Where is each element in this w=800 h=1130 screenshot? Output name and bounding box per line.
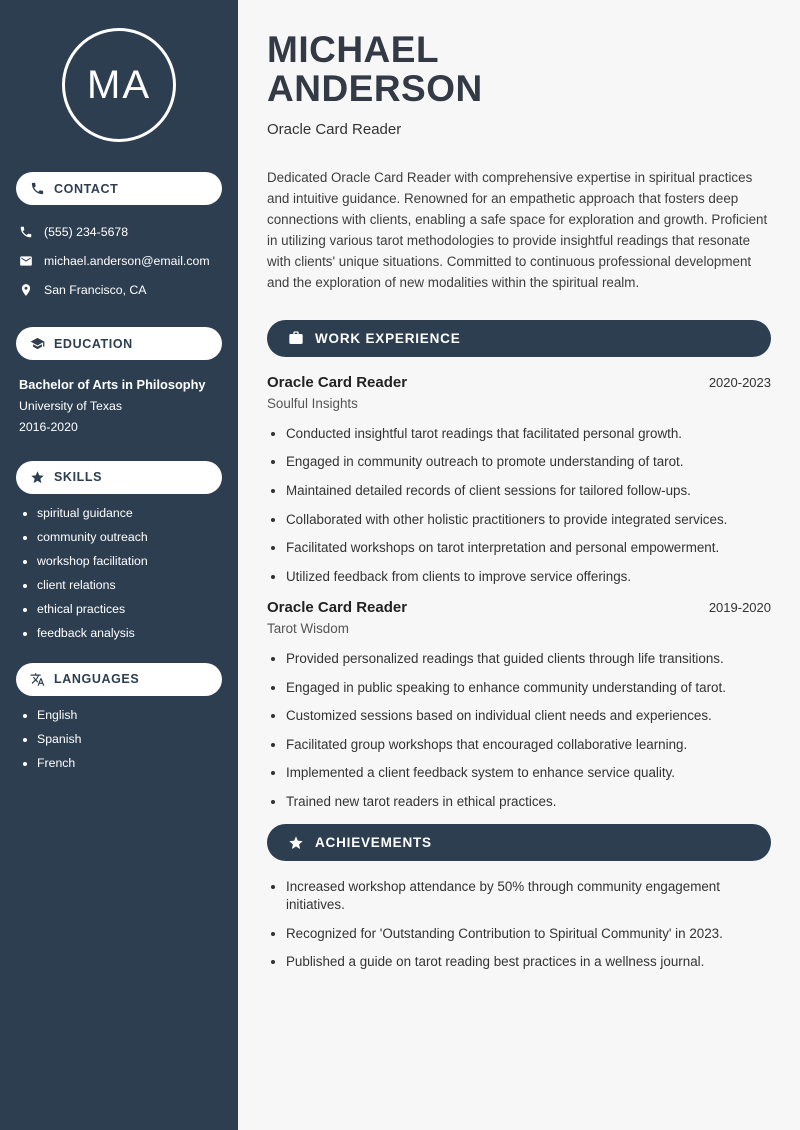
language-item: • Spanish: [37, 732, 222, 746]
star-icon: [30, 470, 45, 485]
languages-list: [16, 708, 222, 770]
job-role: Oracle Card Reader: [267, 598, 408, 616]
education-section-header: [16, 327, 222, 360]
job-header: [267, 374, 771, 391]
job-bullet: • Customized sessions based on individual client needs and experiences.: [286, 707, 771, 725]
job-bullet: • Conducted insightful tarot readings that facilitated personal growth.: [286, 425, 771, 443]
avatar: [62, 28, 176, 142]
skill-item: • client relations: [37, 578, 222, 592]
avatar-initials: MA: [87, 62, 151, 107]
job-bullet: • Engaged in public speaking to enhance community understanding of tarot.: [286, 679, 771, 697]
skill-item: • ethical practices: [37, 602, 222, 616]
phone-icon: [30, 181, 45, 196]
job-bullet: • Collaborated with other holistic practitioners to provide integrated services.: [286, 511, 771, 529]
briefcase-icon: [288, 330, 304, 346]
job-entry: [267, 599, 771, 811]
job-entry: [267, 374, 771, 586]
achievement-item: • Recognized for 'Outstanding Contribution to Spiritual Community' in 2023.: [286, 925, 771, 943]
job-bullet: • Facilitated group workshops that encouraged collaborative learning.: [286, 736, 771, 754]
sidebar: [0, 0, 238, 1130]
contact-section-header: [16, 172, 222, 205]
main-content: [238, 0, 800, 1130]
achievement-item: • Increased workshop attendance by 50% through community engagement initiatives.: [286, 878, 771, 914]
education-degree: Bachelor of Arts in Philosophy: [19, 377, 206, 392]
candidate-name-line2: ANDERSON: [267, 68, 483, 110]
education-school: University of Texas: [19, 398, 122, 413]
contact-section: [16, 172, 222, 304]
job-role: Oracle Card Reader: [267, 373, 408, 391]
skill-item: • workshop facilitation: [37, 554, 222, 568]
job-bullet-list: [267, 650, 771, 811]
location-pin-icon: [19, 283, 33, 297]
translate-icon: [30, 672, 45, 687]
work-experience-title: WORK EXPERIENCE: [315, 330, 461, 346]
achievements-title: ACHIEVEMENTS: [315, 835, 432, 850]
job-header: [267, 599, 771, 616]
achievement-item: • Published a guide on tarot reading best practices in a wellness journal.: [286, 953, 771, 971]
skill-item: • spiritual guidance: [37, 506, 222, 520]
job-company: Tarot Wisdom: [267, 620, 349, 636]
contact-email-row: [16, 246, 222, 275]
skill-item: • feedback analysis: [37, 626, 222, 640]
contact-location-value: San Francisco, CA: [44, 282, 147, 297]
contact-location-row: [16, 275, 222, 304]
job-company: Soulful Insights: [267, 395, 358, 411]
contact-section-title: CONTACT: [54, 181, 119, 196]
star-icon: [288, 835, 304, 851]
graduation-cap-icon: [30, 336, 45, 351]
education-section-title: EDUCATION: [54, 336, 133, 351]
languages-section-title: LANGUAGES: [54, 672, 140, 687]
phone-icon: [19, 225, 33, 239]
education-entry: [16, 372, 222, 438]
job-bullet: • Trained new tarot readers in ethical practices.: [286, 793, 771, 811]
contact-email-value: michael.anderson@email.com: [44, 253, 210, 268]
contact-phone-row: [16, 217, 222, 246]
skills-section-header: [16, 461, 222, 494]
languages-section-header: [16, 663, 222, 696]
job-bullet: • Provided personalized readings that guided clients through life transitions.: [286, 650, 771, 668]
job-bullet: • Engaged in community outreach to promote understanding of tarot.: [286, 453, 771, 471]
contact-phone-value: (555) 234-5678: [44, 224, 129, 239]
work-experience-header: [267, 320, 771, 357]
job-bullet: • Utilized feedback from clients to improve service offerings.: [286, 568, 771, 586]
job-dates: 2020-2023: [708, 374, 771, 390]
achievements-header: [267, 824, 771, 861]
education-years: 2016-2020: [19, 419, 78, 434]
education-section: [16, 327, 222, 438]
language-item: • English: [37, 708, 222, 722]
job-bullet-list: [267, 425, 771, 586]
language-item: • French: [37, 756, 222, 770]
job-bullet: • Facilitated workshops on tarot interpretation and personal empowerment.: [286, 539, 771, 557]
skills-section: [16, 461, 222, 640]
skills-list: [16, 506, 222, 640]
skill-item: • community outreach: [37, 530, 222, 544]
achievements-list: [267, 878, 771, 971]
skills-section-title: SKILLS: [54, 470, 103, 485]
mail-icon: [19, 254, 33, 268]
summary-paragraph: Dedicated Oracle Card Reader with comprehensive expertise in spiritual practices and intuitive guidance. Renowned for an empathetic approach that fosters deep connections with clients, enabling a safe space for exploration and growth. Proficient in utilizing various tarot methodologies to provide insightful readings that resonate with clients' unique situations. Committed to continuous professional development and the exploration of new modalities within the spiritual realm.: [267, 170, 768, 290]
candidate-job-title: Oracle Card Reader: [267, 121, 402, 139]
job-bullet: • Implemented a client feedback system to enhance service quality.: [286, 764, 771, 782]
job-bullet: • Maintained detailed records of client sessions for tailored follow-ups.: [286, 482, 771, 500]
job-dates: 2019-2020: [708, 599, 771, 615]
candidate-name: [267, 30, 771, 108]
languages-section: [16, 663, 222, 770]
candidate-name-line1: MICHAEL: [267, 29, 440, 70]
